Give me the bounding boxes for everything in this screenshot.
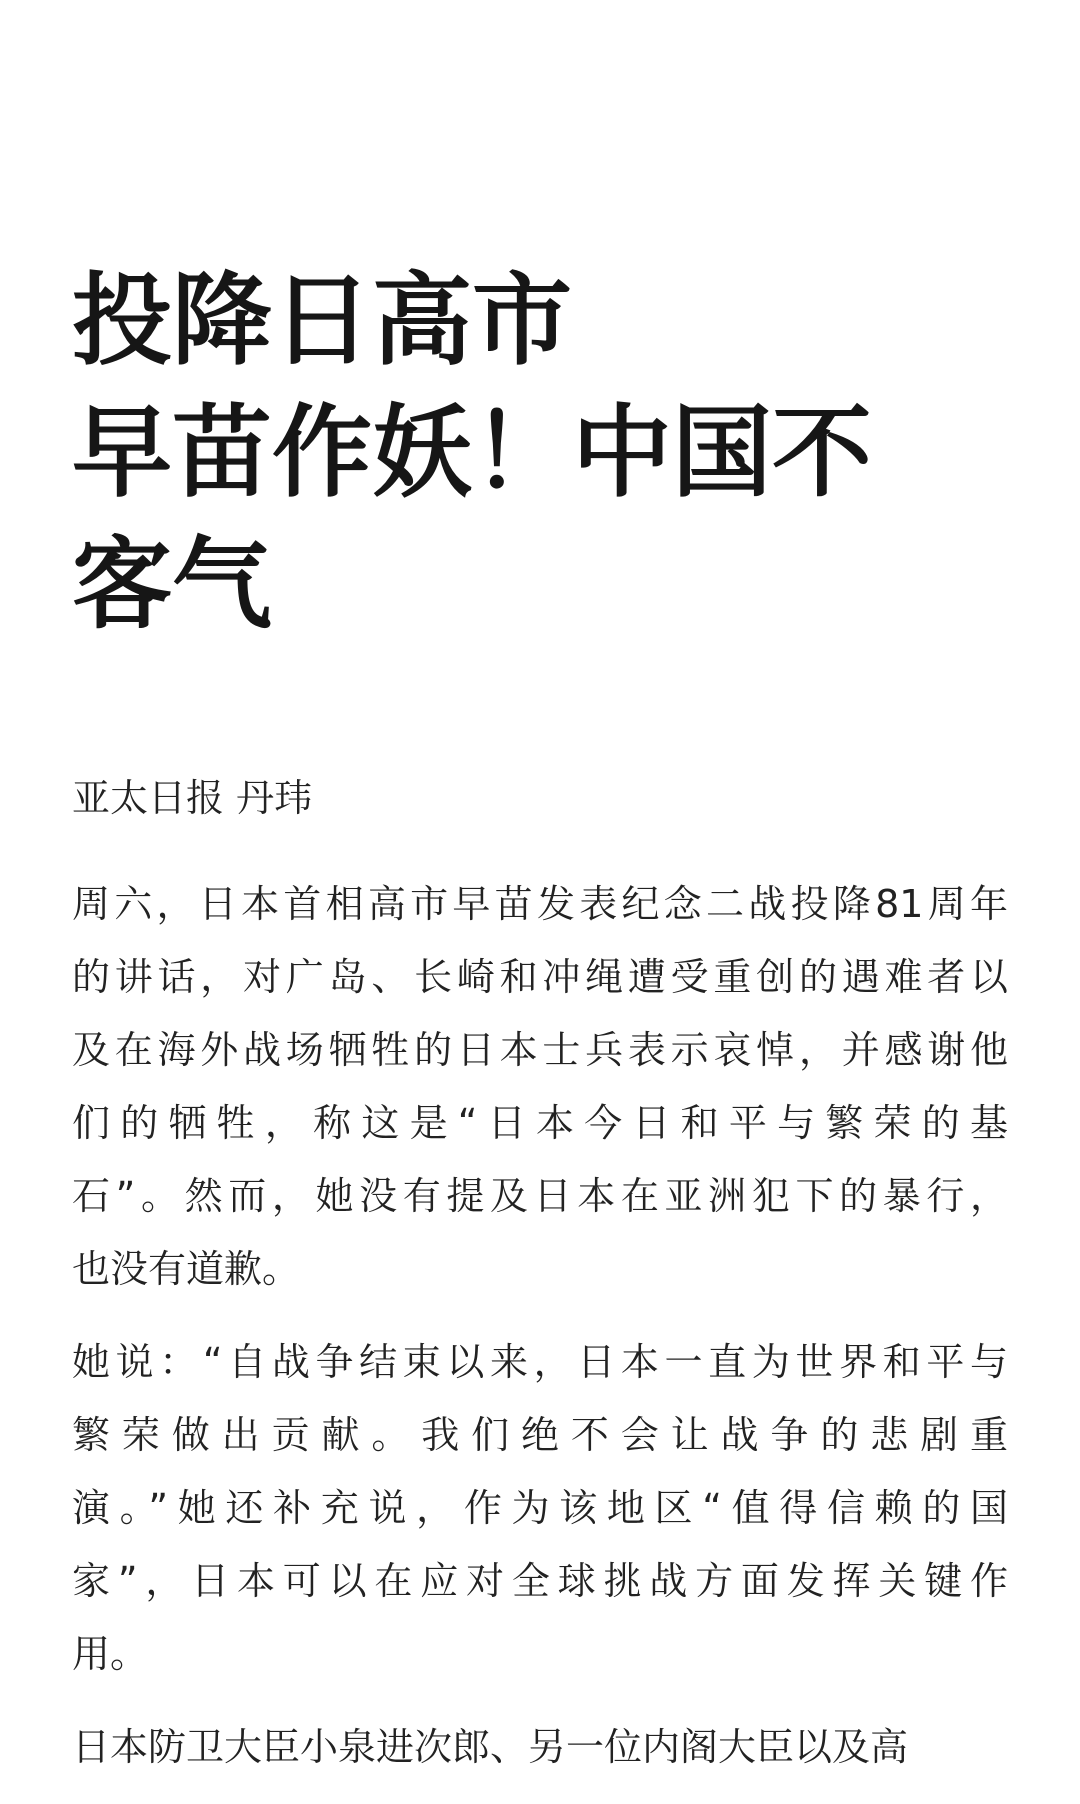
title-line: 客气 [72,526,272,643]
paragraph [72,1326,1008,1691]
article-byline: 亚太日报 丹玮 [72,776,313,820]
title-line: 早苗作妖！中国不 [72,394,872,511]
article-title [72,255,1008,651]
paragraph-line: 也没有道歉。 [72,1247,301,1291]
paragraph-line: 日本防卫大臣小泉进次郎、另一位内阁大臣以及高 [72,1725,909,1769]
paragraph-line: 用。 [72,1632,149,1676]
paragraph-line: 及在海外战场牺牲的日本士兵表示哀悼，并感谢他 [72,1028,1008,1072]
paragraph-line: 周六，日本首相高市早苗发表纪念二战投降81周年 [72,882,1008,926]
paragraph-line: 她说：“自战争结束以来，日本一直为世界和平与 [72,1340,1008,1384]
article-header [72,255,1008,651]
paragraph-line: 石”。然而，她没有提及日本在亚洲犯下的暴行， [72,1174,1008,1218]
article-body [72,868,1008,1804]
title-line: 投降日高市 [72,262,572,379]
paragraph [72,1711,1008,1784]
paragraph-line: 演。”她还补充说，作为该地区“值得信赖的国 [72,1486,1009,1530]
paragraph-line: 家”，日本可以在应对全球挑战方面发挥关键作 [72,1559,1008,1603]
paragraph-line: 们的牺牲，称这是“日本今日和平与繁荣的基 [72,1101,1008,1145]
paragraph [72,868,1008,1306]
paragraph-line: 繁荣做出贡献。我们绝不会让战争的悲剧重 [72,1413,1008,1457]
paragraph-line: 的讲话，对广岛、长崎和冲绳遭受重创的遇难者以 [72,955,1008,999]
